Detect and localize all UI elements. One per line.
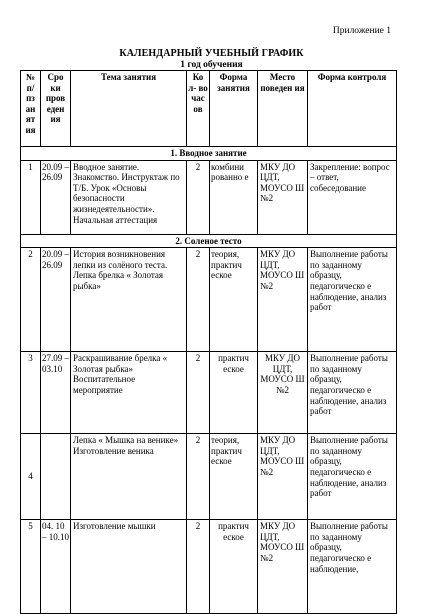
table-row: [21, 248, 397, 352]
cell-control: Выполнение работы по заданному образцу, педагогическо е наблюдение, анализ работ: [308, 248, 397, 352]
appendix-label: Приложение 1: [332, 26, 391, 36]
cell-place: МКУ ДО ЦДТ, МОУСО Ш №2: [258, 352, 308, 434]
cell-topic: История возникновения лепки из солёного теста. Лепка брелка « Золотая рыбка»: [71, 248, 187, 352]
section-title: 1. Вводное занятие: [21, 147, 397, 161]
section-title: 2. Соленое тесто: [21, 234, 397, 248]
cell-form: практич еское: [210, 520, 258, 614]
cell-place: МКУ ДО ЦДТ, МОУСО Ш №2: [258, 160, 308, 234]
cell-num: 5: [21, 520, 41, 614]
cell-dates: 27.09 – 03.10: [41, 352, 71, 434]
cell-dates: [41, 434, 71, 520]
cell-topic: Лепка « Мышка на венике» Изготовление веника: [71, 434, 187, 520]
table-row: [21, 160, 397, 234]
cell-control: Выполнение работы по заданному образцу, педагогическо е наблюдение,: [308, 520, 397, 614]
cell-hours: 2: [187, 248, 210, 352]
table-row: [21, 352, 397, 434]
cell-hours: 2: [187, 160, 210, 234]
cell-dates: 20.09 – 26.09: [41, 248, 71, 352]
cell-place: МКУ ДО ЦДТ, МОУСО Ш №2: [258, 248, 308, 352]
cell-num: 4: [21, 434, 41, 520]
cell-form: теория, практич еское: [210, 248, 258, 352]
col-header-place: Место поведен ия: [258, 71, 308, 147]
cell-hours: 2: [187, 352, 210, 434]
section-row: [21, 147, 397, 161]
cell-form: теория, практич еское: [210, 434, 258, 520]
cell-place: МКУ ДО ЦДТ, МОУСО Ш №2: [258, 520, 308, 614]
table-row: [21, 434, 397, 520]
document-title: КАЛЕНДАРНЫЙ УЧЕБНЫЙ ГРАФИК: [119, 48, 304, 59]
cell-form: практич еское: [210, 352, 258, 434]
cell-hours: 2: [187, 434, 210, 520]
cell-topic: Вводное занятие. Знакомство. Инструктаж по Т/Б. Урок «Основы безопасности жизнедеятельности». Начальная аттестация: [71, 160, 187, 234]
col-header-topic: Тема занятия: [71, 71, 187, 147]
schedule-table: [20, 70, 397, 614]
col-header-dates: Сро ки пров еден ия: [41, 71, 71, 147]
cell-control: Выполнение работы по заданному образцу, педагогическо е наблюдение, анализ работ: [308, 434, 397, 520]
section-row: [21, 234, 397, 248]
col-header-form: Форма занятия: [210, 71, 258, 147]
cell-control: Выполнение работы по заданному образцу, педагогическо е наблюдение, анализ работ: [308, 352, 397, 434]
cell-dates: 20.09 – 26.09: [41, 160, 71, 234]
cell-form: комбини рованно е: [210, 160, 258, 234]
cell-place: МКУ ДО ЦДТ, МОУСО Ш №2: [258, 434, 308, 520]
document-subtitle: 1 год обучения: [180, 60, 243, 70]
col-header-control: Форма контроля: [308, 71, 397, 147]
cell-topic: Изготовление мышки: [71, 520, 187, 614]
col-header-num: № п/ пз ан ят ия: [21, 71, 41, 147]
cell-control: Закрепление: вопрос – ответ, собеседование: [308, 160, 397, 234]
cell-topic: Раскрашивание брелка « Золотая рыбка» Воспитательное мероприятие: [71, 352, 187, 434]
cell-num: 2: [21, 248, 41, 352]
cell-num: 1: [21, 160, 41, 234]
cell-num: 3: [21, 352, 41, 434]
cell-hours: 2: [187, 520, 210, 614]
header-row: [21, 71, 397, 147]
cell-dates: 04. 10 – 10.10: [41, 520, 71, 614]
col-header-hours: Ко л- во час ов: [187, 71, 210, 147]
